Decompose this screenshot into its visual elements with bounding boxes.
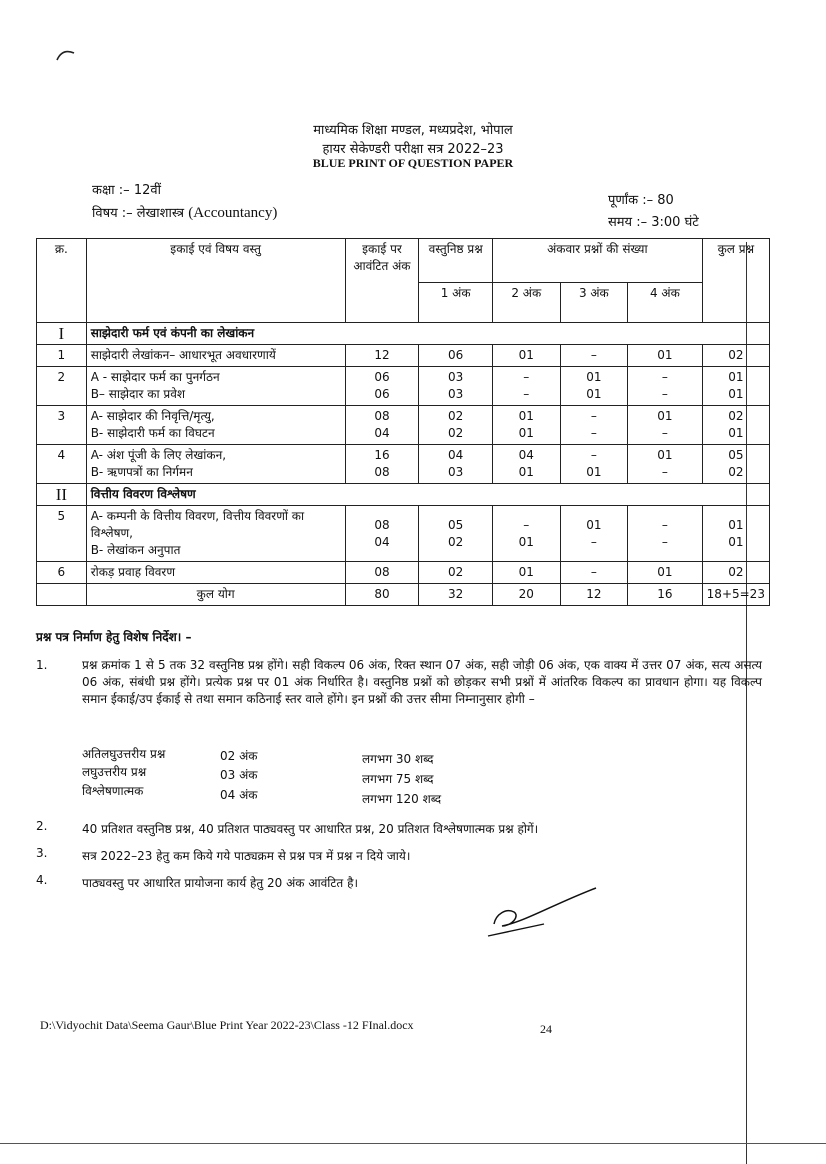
table-row	[37, 445, 770, 484]
cell-value: 02	[448, 534, 464, 549]
total-questions	[702, 367, 769, 406]
table-row	[37, 406, 770, 445]
table-header-row	[37, 239, 770, 283]
cell-value: 01	[518, 534, 534, 549]
header-4-mark: 4 अंक	[628, 283, 703, 323]
instruction-number: 4.	[36, 873, 48, 887]
topic-line: A- साझेदार की निवृत्ति/मृत्यु,	[90, 409, 215, 423]
word-limit-type: विश्लेषणात्मक	[82, 784, 144, 798]
topic-line: साझेदारी लेखांकन– आधारभूत अवधारणायें	[90, 348, 276, 362]
cell-value: 04	[448, 448, 464, 462]
topic-line: A - साझेदार फर्म का पुनर्गठन	[90, 370, 220, 384]
instruction-number: 3.	[36, 846, 48, 860]
objective-count	[419, 562, 493, 584]
row-number: 2	[37, 367, 87, 406]
section-1-rows	[37, 345, 770, 484]
cell-value: 01	[657, 448, 673, 462]
total-questions: 18+5=23	[702, 584, 769, 606]
cell-value: 01	[518, 348, 534, 362]
file-path: D:\Vidyochit Data\Seema Gaur\Blue Print Year 2022-23\Class -12 FInal.docx	[40, 1018, 414, 1032]
section-number: II	[37, 484, 87, 506]
word-limit-words: लगभग 75 शब्द	[362, 772, 434, 786]
blueprint-table	[36, 238, 770, 606]
instruction-number: 1.	[36, 658, 48, 672]
cell-value: 01	[657, 348, 673, 362]
cell-value: 06	[448, 348, 464, 362]
max-marks: पूर्णांक :– 80	[608, 193, 674, 208]
section-row	[37, 323, 770, 345]
total-row	[37, 584, 770, 606]
cell-value: 01	[518, 465, 534, 479]
cell-value: –	[523, 387, 530, 401]
class-label: कक्षा :– 12वीं	[92, 183, 161, 198]
cell-value: 01	[728, 370, 744, 384]
topic-line: B- ऋणपत्रों का निर्गमन	[90, 465, 193, 479]
row-topics	[86, 367, 345, 406]
cell-value: –	[590, 409, 597, 423]
cell-value: –	[661, 387, 668, 401]
four-mark-count	[628, 506, 703, 562]
row-topics	[86, 406, 345, 445]
document-title: BLUE PRINT OF QUESTION PAPER	[312, 156, 514, 170]
header-markwise: अंकवार प्रश्नों की संख्या	[493, 239, 703, 283]
cell-value: –	[661, 517, 668, 532]
cell-value: –	[661, 370, 668, 384]
objective-count	[419, 506, 493, 562]
table-row	[37, 506, 770, 562]
cell-value: 06	[374, 370, 390, 384]
row-topics	[86, 345, 345, 367]
cell-value: 01	[728, 426, 744, 440]
objective-count	[419, 367, 493, 406]
two-mark-count	[493, 445, 561, 484]
four-mark-count	[628, 562, 703, 584]
four-mark-count	[628, 406, 703, 445]
alloc-marks	[345, 562, 419, 584]
cell-value: 01	[586, 517, 602, 532]
word-limit-type: लघुउत्तरीय प्रश्न	[82, 765, 147, 779]
total-label: कुल योग	[86, 584, 345, 606]
three-mark-count	[560, 345, 628, 367]
cell-value: 08	[374, 565, 390, 579]
cell-value: 04	[518, 448, 534, 462]
total-questions	[702, 506, 769, 562]
cell-value: 06	[374, 387, 390, 401]
topic-line: B- साझेदारी फर्म का विघटन	[90, 426, 215, 440]
objective-count	[419, 445, 493, 484]
signature	[484, 886, 604, 940]
header-3-mark: 3 अंक	[560, 283, 628, 323]
cell-value: 04	[374, 426, 390, 440]
word-limit-words: लगभग 120 शब्द	[362, 792, 442, 806]
cell-value: 01	[518, 426, 534, 440]
instruction-text: पाठ्यवस्तु पर आधारित प्रायोजना कार्य हेतु 20 अंक आवंटित है।	[82, 876, 358, 890]
two-mark-count	[493, 506, 561, 562]
topic-line: B- लेखांकन अनुपात	[90, 543, 181, 557]
cell-value: 02	[728, 565, 744, 579]
word-limit-marks: 04 अंक	[220, 788, 258, 802]
subject-line	[92, 203, 277, 222]
cell-value: 01	[657, 565, 673, 579]
topic-line: A- कम्पनी के वित्तीय विवरण, वित्तीय विवरणों का विश्लेषण,	[90, 509, 305, 540]
row-topics	[86, 562, 345, 584]
row-number: 4	[37, 445, 87, 484]
cell-value: 03	[448, 370, 464, 384]
two-mark-count	[493, 406, 561, 445]
board-name: माध्यमिक शिक्षा मण्डल, मध्यप्रदेश, भोपाल	[313, 123, 513, 138]
cell-value: 01	[518, 565, 534, 579]
total-objective: 32	[419, 584, 493, 606]
cell-value: 05	[728, 448, 744, 462]
total-empty-cell	[37, 584, 87, 606]
page-number: 24	[540, 1022, 552, 1036]
cell-value: 08	[374, 517, 390, 532]
total-questions	[702, 445, 769, 484]
cell-value: 03	[448, 387, 464, 401]
row-number: 5	[37, 506, 87, 562]
cell-value: 01	[728, 387, 744, 401]
section-title: वित्तीय विवरण विश्लेषण	[86, 484, 769, 506]
header-alloc: इकाई पर आवंटित अंक	[345, 239, 419, 323]
total-questions	[702, 406, 769, 445]
alloc-marks	[345, 406, 419, 445]
total-questions	[702, 562, 769, 584]
cell-value: 01	[728, 517, 744, 532]
cell-value: 01	[586, 465, 602, 479]
cell-value: –	[590, 348, 597, 362]
topic-line: रोकड़ प्रवाह विवरण	[90, 565, 176, 579]
four-mark-count	[628, 345, 703, 367]
header-1-mark: 1 अंक	[419, 283, 493, 323]
cell-value: 02	[728, 348, 744, 362]
alloc-marks	[345, 367, 419, 406]
instruction-text: 40 प्रतिशत वस्तुनिष्ठ प्रश्न, 40 प्रतिशत पाठ्यवस्तु पर आधारित प्रश्न, 20 प्रतिशत विश्लेषणात्मक प्रश्न होगें।	[82, 822, 539, 836]
four-mark-count	[628, 445, 703, 484]
cell-value: –	[661, 426, 668, 440]
cell-value: –	[523, 517, 530, 532]
cell-value: –	[661, 534, 668, 549]
cell-value: –	[590, 565, 597, 579]
header-2-mark: 2 अंक	[493, 283, 561, 323]
cell-value: 12	[374, 348, 390, 362]
topic-line: A- अंश पूंजी के लिए लेखांकन,	[90, 448, 227, 462]
total-2-mark: 20	[493, 584, 561, 606]
two-mark-count	[493, 345, 561, 367]
cell-value: –	[523, 370, 530, 384]
row-number: 6	[37, 562, 87, 584]
cell-value: –	[661, 465, 668, 479]
cell-value: 02	[728, 409, 744, 423]
section-2-rows	[37, 506, 770, 584]
row-topics	[86, 445, 345, 484]
three-mark-count	[560, 562, 628, 584]
alloc-marks	[345, 445, 419, 484]
cell-value: 02	[448, 565, 464, 579]
instruction-number: 2.	[36, 819, 48, 833]
cell-value: 02	[728, 465, 744, 479]
two-mark-count	[493, 562, 561, 584]
total-4-mark: 16	[628, 584, 703, 606]
section-title: साझेदारी फर्म एवं कंपनी का लेखांकन	[86, 323, 769, 345]
word-limit-marks: 02 अंक	[220, 749, 258, 763]
cell-value: 03	[448, 465, 464, 479]
three-mark-count	[560, 445, 628, 484]
cell-value: 01	[728, 534, 744, 549]
row-number: 3	[37, 406, 87, 445]
three-mark-count	[560, 406, 628, 445]
subject-english: (Accountancy)	[188, 205, 278, 221]
cell-value: 02	[448, 409, 464, 423]
cell-value: 01	[657, 409, 673, 423]
objective-count	[419, 345, 493, 367]
word-limit-words: लगभग 30 शब्द	[362, 752, 434, 766]
cell-value: 16	[374, 448, 390, 462]
two-mark-count	[493, 367, 561, 406]
instructions-title: प्रश्न पत्र निर्माण हेतु विशेष निर्देश। –	[36, 630, 192, 644]
time-allowed: समय :– 3:00 घंटे	[608, 215, 699, 230]
header-unit: इकाई एवं विषय वस्तु	[86, 239, 345, 323]
word-limit-type: अतिलघुउत्तरीय प्रश्न	[82, 747, 166, 761]
cell-value: 05	[448, 517, 464, 532]
cell-value: 08	[374, 409, 390, 423]
alloc-marks	[345, 506, 419, 562]
instruction-text: सत्र 2022–23 हेतु कम किये गये पाठ्यक्रम से प्रश्न पत्र में प्रश्न न दिये जाये।	[82, 849, 411, 863]
scan-bottom-line	[0, 1143, 826, 1144]
header-objective: वस्तुनिष्ठ प्रश्न	[419, 239, 493, 283]
cell-value: 02	[448, 426, 464, 440]
total-questions	[702, 345, 769, 367]
header-sno: क्र.	[37, 239, 87, 323]
objective-count	[419, 406, 493, 445]
four-mark-count	[628, 367, 703, 406]
alloc-marks	[345, 345, 419, 367]
row-topics	[86, 506, 345, 562]
row-number: 1	[37, 345, 87, 367]
cell-value: –	[590, 426, 597, 440]
scan-mark	[55, 48, 77, 62]
word-limit-marks: 03 अंक	[220, 768, 258, 782]
topic-line: B– साझेदार का प्रवेश	[90, 387, 186, 401]
cell-value: 01	[586, 370, 602, 384]
table-row	[37, 367, 770, 406]
header-total: कुल प्रश्न	[702, 239, 769, 323]
total-alloc: 80	[345, 584, 419, 606]
table-row	[37, 562, 770, 584]
section-row	[37, 484, 770, 506]
cell-value: 01	[586, 387, 602, 401]
cell-value: –	[590, 534, 597, 549]
cell-value: 01	[518, 409, 534, 423]
total-3-mark: 12	[560, 584, 628, 606]
cell-value: 04	[374, 534, 390, 549]
cell-value: 08	[374, 465, 390, 479]
three-mark-count	[560, 506, 628, 562]
subject-label: विषय :– लेखाशास्त्र	[92, 206, 185, 221]
cell-value: –	[590, 448, 597, 462]
exam-session: हायर सेकेण्डरी परीक्षा सत्र 2022–23	[322, 142, 504, 157]
section-number: I	[37, 323, 87, 345]
table-row	[37, 345, 770, 367]
instruction-text: प्रश्न क्रमांक 1 से 5 तक 32 वस्तुनिष्ठ प्रश्न होंगे। सही विकल्प 06 अंक, रिक्त स्थान 07 अंक, सही जोड़ी 06 अंक, एक वाक्य में उत्तर 07 अंक, सत्य असत्य 06 अंक, संबंधी प्रश्न होंगे। प्रत्येक प्रश्न पर 01 अंक निर्धारित है। वस्तुनिष्ठ प्रश्नों को छोड़कर सभी प्रश्नों में आंतरिक विकल्प का प्रावधान होगा। यह विकल्प समान ईकाई/उप ईकाई से तथा समान कठिनाई स्तर वाले होंगे। इन प्रश्नों की उत्तर सीमा निम्नानुसार होगी –	[82, 658, 762, 706]
three-mark-count	[560, 367, 628, 406]
